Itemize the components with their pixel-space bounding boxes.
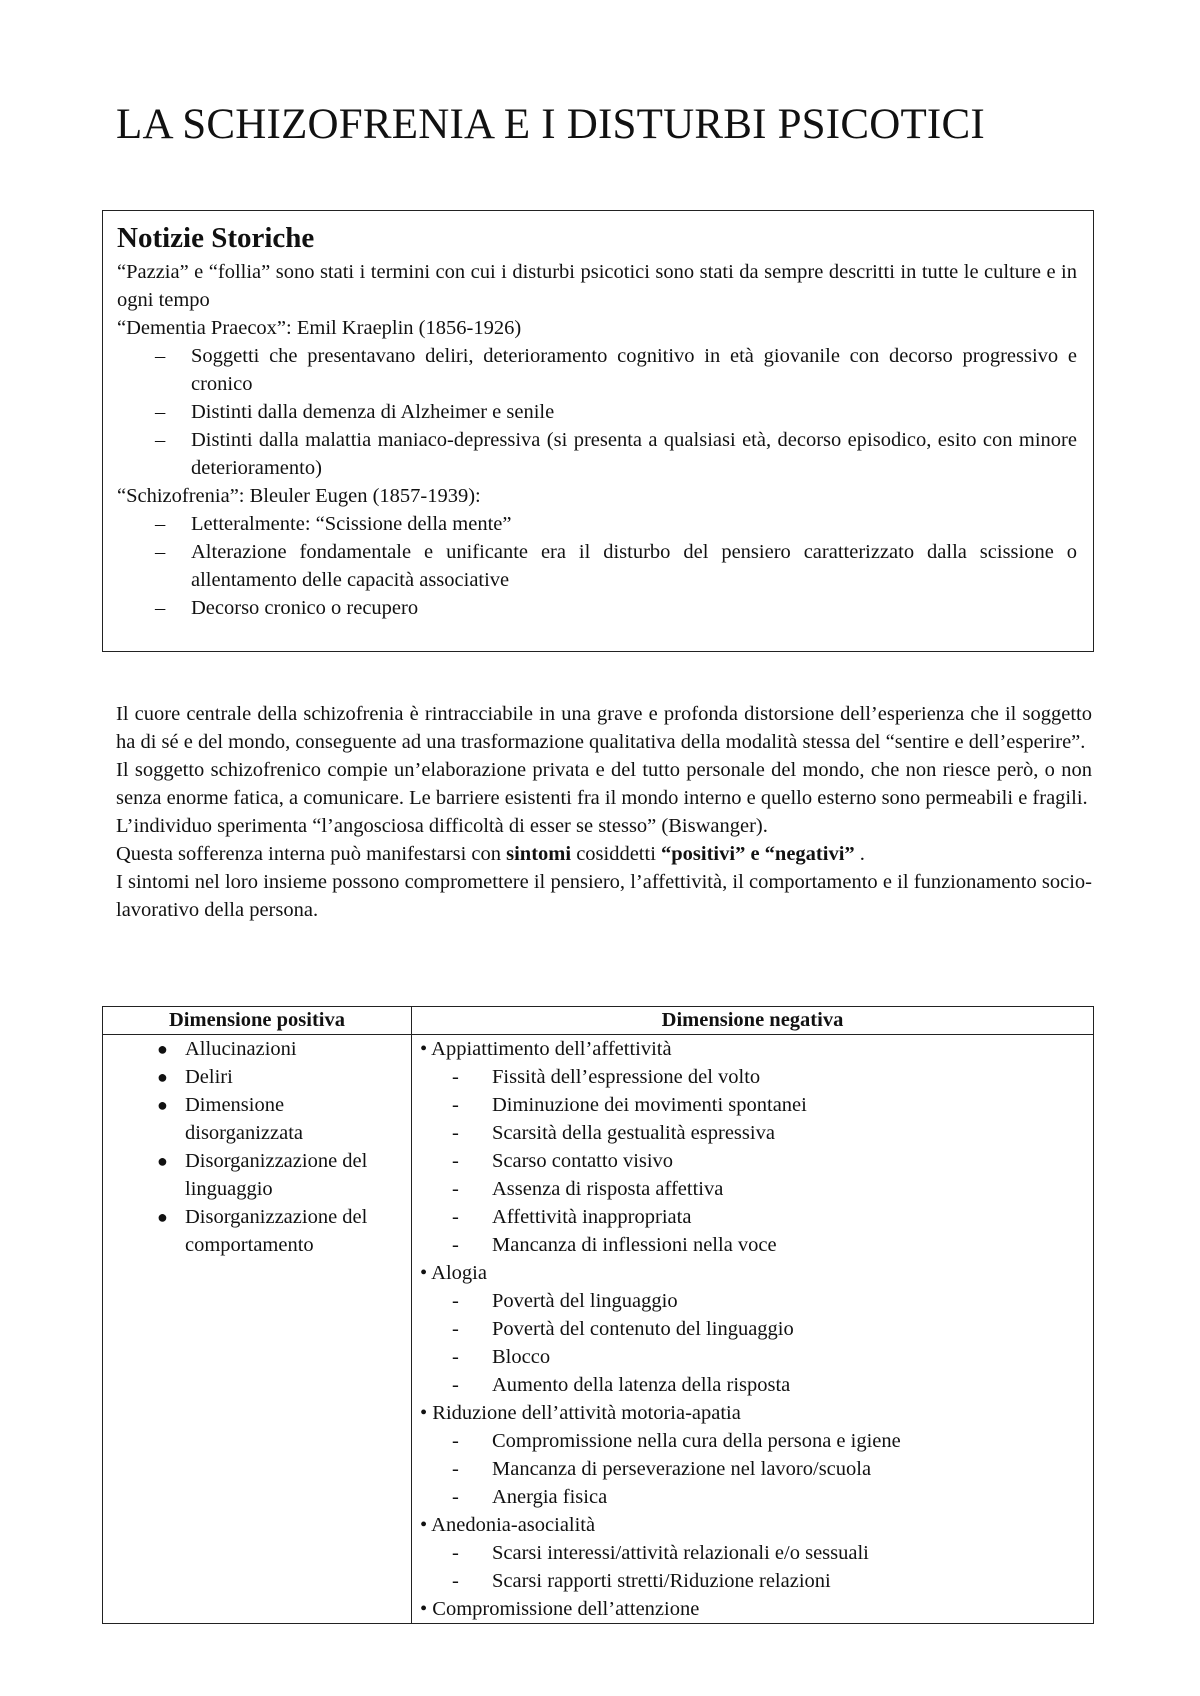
- paragraph: Il cuore centrale della schizofrenia è rintracciabile in una grave e profonda distorsione dell’esperienza che il soggetto ha di sé e del mondo, conseguente ad una trasformazione qualitativa della modalità stessa del “sentire e dell’esperire”.: [116, 703, 1092, 753]
- negative-group: [416, 1595, 1089, 1623]
- dash-marker: –: [155, 541, 166, 563]
- schizo-list: [117, 510, 1077, 622]
- negative-item: - Mancanza di perseverazione nel lavoro/scuola: [416, 1455, 1089, 1483]
- hyphen-marker: -: [452, 1570, 459, 1592]
- dash-marker: –: [155, 597, 166, 619]
- positive-item: ● Disorganizzazione del comportamento: [107, 1203, 407, 1259]
- hyphen-marker: -: [452, 1318, 459, 1340]
- negative-item: - Scarso contatto visivo: [416, 1147, 1089, 1175]
- positive-item: ● Disorganizzazione del linguaggio: [107, 1147, 407, 1203]
- hyphen-marker: -: [452, 1150, 459, 1172]
- negative-item: - Anergia fisica: [416, 1483, 1089, 1511]
- negative-item: - Scarsità della gestualità espressiva: [416, 1119, 1089, 1147]
- bullet-icon: ●: [157, 1067, 168, 1087]
- negative-item: - Diminuzione dei movimenti spontanei: [416, 1091, 1089, 1119]
- negative-group: [416, 1399, 1089, 1511]
- negative-group-title: • Compromissione dell’attenzione: [420, 1598, 700, 1620]
- negative-item: - Scarsi rapporti stretti/Riduzione relazioni: [416, 1567, 1089, 1595]
- bold-term: sintomi: [506, 843, 572, 865]
- bullet-icon: ●: [157, 1039, 168, 1059]
- hyphen-marker: -: [452, 1234, 459, 1256]
- hyphen-marker: -: [452, 1206, 459, 1228]
- dementia-item: – Distinti dalla demenza di Alzheimer e senile: [117, 398, 1077, 426]
- hyphen-marker: -: [452, 1346, 459, 1368]
- dimensions-table: [102, 1006, 1094, 1624]
- negative-item: - Fissità dell’espressione del volto: [416, 1063, 1089, 1091]
- negative-group-title: • Anedonia-asocialità: [420, 1514, 596, 1536]
- bullet-icon: ●: [157, 1151, 168, 1171]
- dash-marker: –: [155, 429, 166, 451]
- negative-item: - Scarsi interessi/attività relazionali e/o sessuali: [416, 1539, 1089, 1567]
- hyphen-marker: -: [452, 1486, 459, 1508]
- paragraph: Il soggetto schizofrenico compie un’elaborazione privata e del tutto personale del mondo, che non riesce però, o non senza enorme fatica, a comunicare. Le barriere esistenti fra il mondo interno e quello esterno sono permeabili e fragili.: [116, 759, 1092, 809]
- negative-group-title: • Alogia: [420, 1262, 487, 1284]
- positive-item: ● Deliri: [107, 1063, 407, 1091]
- hyphen-marker: -: [452, 1542, 459, 1564]
- schizo-item: – Decorso cronico o recupero: [117, 594, 1077, 622]
- table-row: [103, 1035, 1094, 1624]
- dash-marker: –: [155, 401, 166, 423]
- dementia-list: [117, 342, 1077, 482]
- schizo-item: – Alterazione fondamentale e unificante era il disturbo del pensiero caratterizzato dalla scissione o allentamento delle capacità associative: [117, 538, 1077, 594]
- column-header-positive: Dimensione positiva: [103, 1007, 412, 1035]
- hyphen-marker: -: [452, 1458, 459, 1480]
- schizo-item: – Letteralmente: “Scissione della mente”: [117, 510, 1077, 538]
- hyphen-marker: -: [452, 1066, 459, 1088]
- bullet-icon: ●: [157, 1207, 168, 1227]
- negative-item: - Affettività inappropriata: [416, 1203, 1089, 1231]
- negative-group-title: • Riduzione dell’attività motoria-apatia: [420, 1402, 741, 1424]
- negative-item: - Blocco: [416, 1343, 1089, 1371]
- positive-cell: [103, 1035, 412, 1624]
- bold-term: “positivi” e “negativi”: [661, 843, 855, 865]
- hyphen-marker: -: [452, 1374, 459, 1396]
- paragraph: Questa sofferenza interna può manifestarsi con sintomi cosiddetti “positivi” e “negativi” .: [116, 843, 865, 865]
- bullet-icon: ●: [157, 1095, 168, 1115]
- table-header-row: [103, 1007, 1094, 1035]
- page-title: LA SCHIZOFRENIA E I DISTURBI PSICOTICI: [116, 101, 985, 148]
- negative-item: - Mancanza di inflessioni nella voce: [416, 1231, 1089, 1259]
- hyphen-marker: -: [452, 1178, 459, 1200]
- hyphen-marker: -: [452, 1290, 459, 1312]
- negative-item: - Povertà del contenuto del linguaggio: [416, 1315, 1089, 1343]
- dementia-item: – Soggetti che presentavano deliri, deterioramento cognitivo in età giovanile con decorso progressivo e cronico: [117, 342, 1077, 398]
- dash-marker: –: [155, 345, 166, 367]
- negative-cell: [412, 1035, 1094, 1624]
- dash-marker: –: [155, 513, 166, 535]
- positive-item: ● Dimensione disorganizzata: [107, 1091, 407, 1147]
- negative-group: [416, 1259, 1089, 1399]
- column-header-negative: Dimensione negativa: [412, 1007, 1094, 1035]
- positive-item: ● Allucinazioni: [107, 1035, 407, 1063]
- negative-group: [416, 1035, 1089, 1259]
- paragraph: I sintomi nel loro insieme possono compromettere il pensiero, l’affettività, il comportamento e il funzionamento socio-lavorativo della persona.: [116, 871, 1092, 921]
- dementia-item: – Distinti dalla malattia maniaco-depressiva (si presenta a qualsiasi età, decorso episodico, esito con minore deterioramento): [117, 426, 1077, 482]
- hyphen-marker: -: [452, 1430, 459, 1452]
- hyphen-marker: -: [452, 1122, 459, 1144]
- negative-item: - Povertà del linguaggio: [416, 1287, 1089, 1315]
- hyphen-marker: -: [452, 1094, 459, 1116]
- paragraph: L’individuo sperimenta “l’angosciosa difficoltà di esser se stesso” (Biswanger).: [116, 815, 768, 837]
- dementia-label: “Dementia Praecox”: Emil Kraeplin (1856-1926): [117, 317, 522, 339]
- negative-group: [416, 1511, 1089, 1595]
- schizo-label: “Schizofrenia”: Bleuler Eugen (1857-1939):: [117, 485, 481, 507]
- body-text: [116, 700, 1092, 924]
- history-heading: Notizie Storiche: [117, 222, 315, 254]
- negative-item: - Aumento della latenza della risposta: [416, 1371, 1089, 1399]
- negative-group-title: • Appiattimento dell’affettività: [420, 1038, 672, 1060]
- negative-item: - Assenza di risposta affettiva: [416, 1175, 1089, 1203]
- history-box: [102, 210, 1094, 652]
- history-intro: “Pazzia” e “follia” sono stati i termini con cui i disturbi psicotici sono stati da sempre descritti in tutte le culture e in ogni tempo: [117, 261, 1077, 311]
- negative-item: - Compromissione nella cura della persona e igiene: [416, 1427, 1089, 1455]
